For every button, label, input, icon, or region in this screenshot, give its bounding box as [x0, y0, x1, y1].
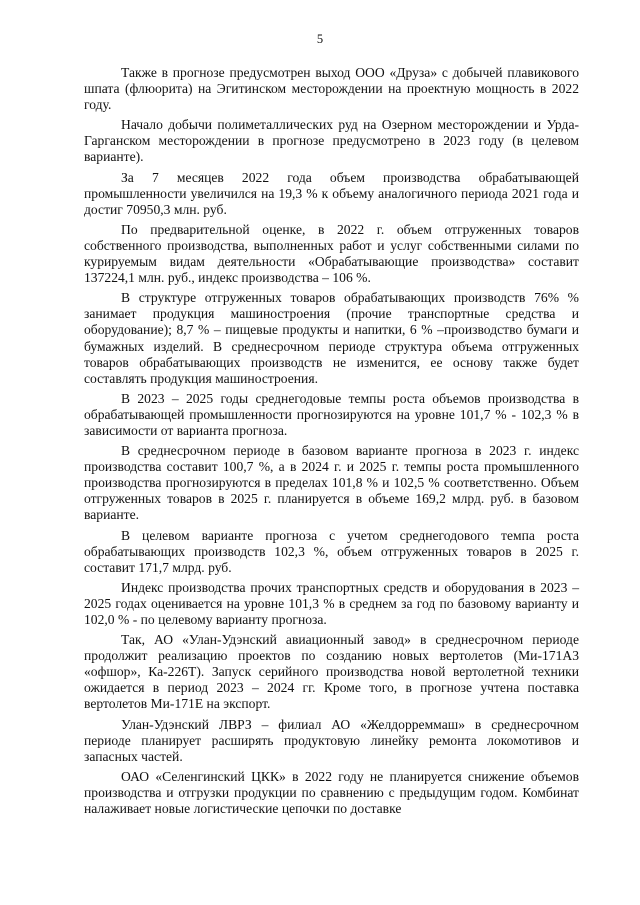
- paragraph: В целевом варианте прогноза с учетом среднегодового темпа роста обрабатывающих производств 102,3 %, объем отгруженных товаров в 2025 г. составит 171,7 млрд. руб.: [84, 527, 579, 575]
- paragraph: В 2023 – 2025 годы среднегодовые темпы роста объемов производства в обрабатывающей промышленности прогнозируются на уровне 101,7 % - 102,3 % в зависимости от варианта прогноза.: [84, 390, 579, 438]
- page-number: 5: [316, 32, 324, 46]
- paragraph: Так, АО «Улан-Удэнский авиационный завод» в среднесрочном периоде продолжит реализацию проектов по созданию новых вертолетов (Ми-171А3 «офшор», Ка-226Т). Запуск серийного производства новой вертолетной техники ожидается в период 2023 – 2024 гг. Кроме того, в прогнозе учтена поставка вертолетов Ми-171Е на экспорт.: [84, 632, 579, 712]
- paragraph: Также в прогнозе предусмотрен выход ООО «Друза» с добычей плавикового шпата (флюорита) на Эгитинском месторождении на проектную мощность в 2022 году.: [84, 65, 579, 113]
- paragraph: Индекс производства прочих транспортных средств и оборудования в 2023 – 2025 годах оценивается на уровне 101,3 % в среднем за год по базовому варианту и 102,0 % - по целевому варианту прогноза.: [84, 579, 579, 627]
- paragraph: Улан-Удэнский ЛВРЗ – филиал АО «Желдорреммаш» в среднесрочном периоде планирует расширять продуктовую линейку ремонта локомотивов и запасных частей.: [84, 716, 579, 764]
- paragraph: ОАО «Селенгинский ЦКК» в 2022 году не планируется снижение объемов производства и отгрузки продукции по сравнению с предыдущим годом. Комбинат налаживает новые логистические цепочки по доставке: [84, 768, 579, 817]
- paragraph: Начало добычи полиметаллических руд на Озерном месторождении и Урда-Гарганском месторождении в прогнозе предусмотрено в 2023 году (в целевом варианте).: [84, 117, 579, 165]
- paragraph: По предварительной оценке, в 2022 г. объем отгруженных товаров собственного производства, выполненных работ и услуг собственными силами по курируемым видам деятельности «Обрабатывающие производства» составит 137224,1 млн. руб., индекс производства – 106 %.: [84, 221, 579, 286]
- paragraph: В структуре отгруженных товаров обрабатывающих производств 76% % занимает продукция машиностроения (прочие транспортные средства и оборудование); 8,7 % – пищевые продукты и напитки, 6 % –производство бумаги и бумажных изделий. В среднесрочном периоде структура объема отгруженных товаров обрабатывающих производств не изменится, ее основу также будет составлять продукция машиностроения.: [84, 290, 579, 386]
- paragraph: В среднесрочном периоде в базовом варианте прогноза в 2023 г. индекс производства составит 100,7 %, а в 2024 г. и 2025 г. темпы роста промышленного производства прогнозируются в пределах 101,8 % и 102,5 % соответственно. Объем отгруженных товаров в 2025 г. планируется в объеме 169,2 млрд. руб. в базовом варианте.: [84, 443, 579, 523]
- paragraph: За 7 месяцев 2022 года объем производства обрабатывающей промышленности увеличился на 19,3 % к объему аналогичного периода 2021 года и достиг 70950,3 млн. руб.: [84, 169, 579, 217]
- body-text: [84, 65, 579, 821]
